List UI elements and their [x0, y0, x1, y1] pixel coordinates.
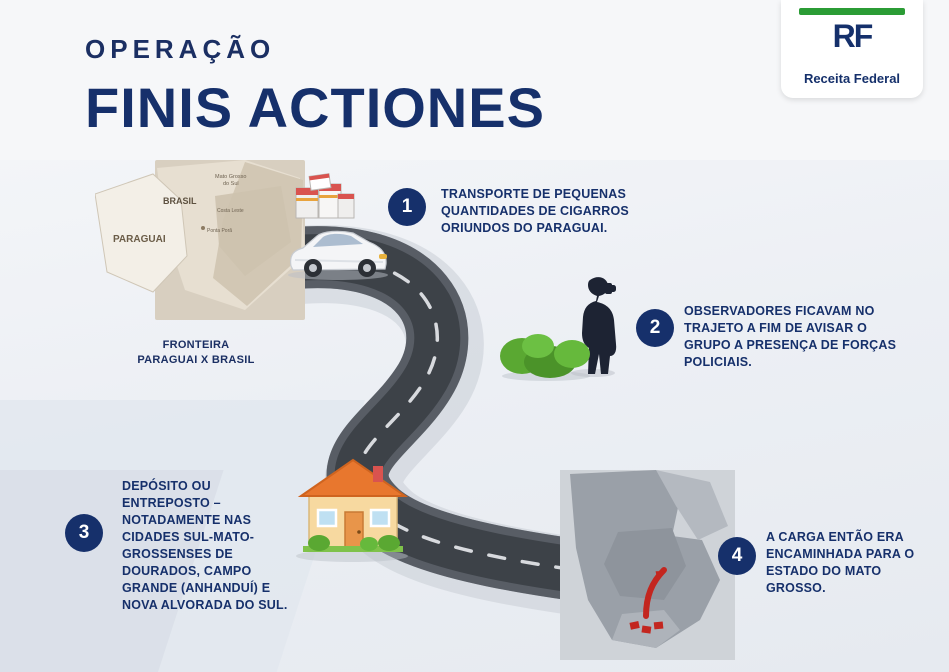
operation-title: FINIS ACTIONES: [85, 76, 545, 139]
map-label-costa-leste: Costa Leste: [217, 208, 244, 214]
map-label-ms: Mato Grosso: [215, 174, 247, 180]
step-badge-1: 1: [388, 188, 426, 226]
green-bushes-icon: [498, 320, 594, 382]
step-text-1: TRANSPORTE DE PEQUENAS QUANTIDADES DE CIGARROS ORIUNDOS DO PARAGUAI.: [441, 187, 629, 235]
operation-kicker: OPERAÇÃO: [85, 34, 276, 64]
step-text-2: OBSERVADORES FICAVAM NO TRAJETO A FIM DE AVISAR O GRUPO A PRESENÇA DE FORÇAS POLICIAIS.: [684, 304, 897, 369]
logo-label: Receita Federal: [803, 71, 901, 86]
paraguay-brazil-map: [95, 160, 305, 325]
svg-text:do Sul: do Sul: [223, 181, 239, 187]
step-text-4: A CARGA ENTÃO ERA ENCAMINHADA PARA O ESTADO DO MATO GROSSO.: [766, 530, 915, 595]
step-badge-3: 3: [65, 514, 103, 552]
page-title: [85, 34, 545, 140]
map-caption-line2: PARAGUAI X BRASIL: [137, 354, 255, 366]
white-sedan-car-icon: [283, 222, 393, 282]
step-badge-2: 2: [636, 309, 674, 347]
warehouse-house-icon: [285, 448, 420, 563]
cigarette-cartons-icon: [292, 170, 358, 228]
step-badge-4: 4: [718, 537, 756, 575]
map-label-brasil: BRASIL: [163, 196, 197, 206]
step-text-3: DEPÓSITO OU ENTREPOSTO – NOTADAMENTE NAS CIDADES SUL-MATO-GROSSENSES DE DOURADOS, CAMPO GRANDE (ANHANDUÍ) E NOVA ALVORADA DO SUL.: [122, 479, 288, 612]
mato-grosso-map: [560, 470, 735, 660]
receita-federal-logo: [781, 0, 923, 98]
logo-green-bar: [799, 8, 905, 15]
logo-monogram-icon: RF: [832, 18, 872, 54]
map-label-paraguai: PARAGUAI: [113, 234, 166, 245]
map-caption: [96, 338, 296, 368]
map-label-ponta-pora: Ponta Porã: [207, 228, 233, 234]
map-caption-line1: FRONTEIRA: [162, 339, 230, 351]
